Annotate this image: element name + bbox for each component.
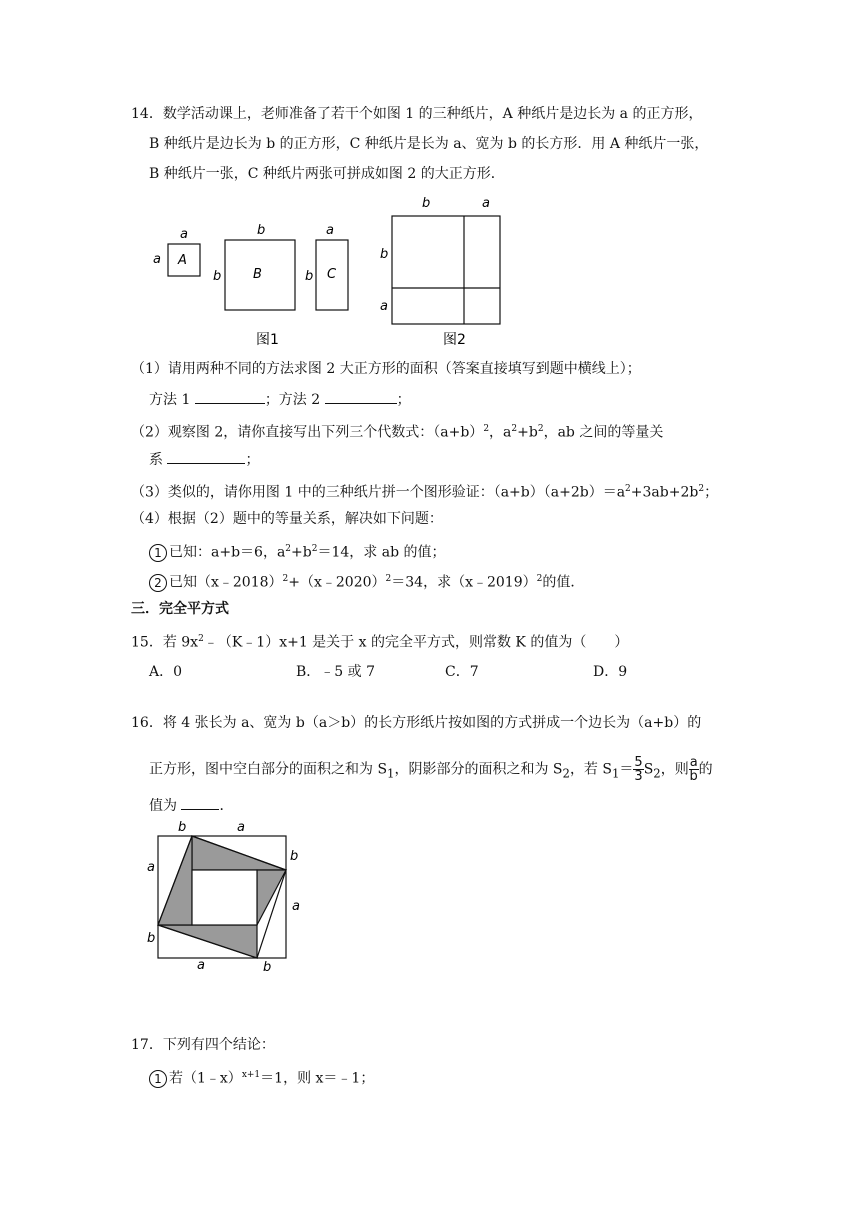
circle-1-icon: 1	[149, 1070, 167, 1088]
fig1-label-a-left: a	[153, 252, 161, 267]
q15-option-a[interactable]: A．0	[149, 664, 183, 680]
q14-part2	[131, 419, 663, 443]
fraction-a-b	[689, 756, 699, 783]
sup: 2	[536, 574, 543, 584]
q14-sub2	[149, 569, 584, 593]
frac-num: a	[689, 755, 698, 770]
fig16-label-b1: b	[178, 820, 187, 835]
q16-text2g: 的	[698, 761, 713, 778]
sup: 2	[311, 544, 318, 554]
fig2-label-b-top: b	[422, 196, 431, 211]
method1-blank[interactable]	[195, 389, 265, 404]
sub2-text-c: ＝34，求（x﹣2019）	[391, 574, 537, 591]
fig1-label-B: B	[253, 267, 262, 282]
q16-answer-blank[interactable]	[181, 795, 219, 810]
q16-text2f: ，则	[660, 761, 689, 778]
frac-num: 5	[634, 755, 643, 770]
q14-figures	[140, 190, 520, 355]
sub: 2	[562, 766, 570, 781]
q17-number: 17．	[131, 1037, 163, 1053]
fig1-label-b-left: b	[213, 269, 222, 284]
sub1-text-c: ＝14，求 ab 的值；	[317, 544, 446, 561]
q17-text1: 下列有四个结论：	[162, 1037, 275, 1053]
q16-text2a: 正方形，图中空白部分的面积之和为 S	[149, 761, 388, 778]
inner-blank-square	[192, 870, 257, 925]
q14-sub1	[149, 539, 446, 563]
q16-number: 16．	[131, 715, 163, 731]
fig2-big-square	[392, 216, 500, 324]
q17-line1	[131, 1035, 275, 1055]
q15-text-a: 若 9x	[162, 634, 199, 651]
sup: 2	[698, 484, 705, 494]
fig1-label-a-top: a	[180, 227, 188, 242]
sub2-text-b: +（x﹣2020）	[288, 574, 386, 591]
sub: 2	[653, 766, 661, 781]
part2-text-a: （2）观察图 2，请你直接写出下列三个代数式：（a+b）	[131, 424, 484, 441]
section-title: 三．完全平方式	[131, 601, 229, 617]
q16-text2c: ，若 S	[569, 761, 612, 778]
q16-line2	[149, 756, 713, 786]
sub1-text-a: 已知：a+b＝6，a	[169, 544, 286, 561]
q15-line	[131, 629, 628, 653]
fig2-caption: 图2	[443, 332, 466, 348]
fig1-label-A: A	[178, 253, 187, 268]
fraction-5-3	[633, 756, 643, 783]
fig16-label-a2: a	[292, 899, 300, 914]
sup: 2	[625, 484, 631, 494]
fig1-label-b-top: b	[257, 223, 266, 238]
relation-blank[interactable]	[167, 449, 245, 464]
fig1-label-a-c-top: a	[326, 223, 334, 238]
fig2-label-a-top: a	[482, 196, 490, 211]
q14-number: 14．	[131, 106, 163, 122]
fig1-caption: 图1	[256, 332, 279, 348]
sub1-text-b: +b	[291, 544, 312, 561]
part2-text-c: +b	[517, 424, 538, 441]
sup: 2	[385, 574, 392, 584]
q16-line3	[149, 795, 233, 816]
q14-part4: （4）根据（2）题中的等量关系，解决如下问题：	[131, 511, 443, 527]
q16-text2b: ，阴影部分的面积之和为 S	[394, 761, 563, 778]
fig16-label-b2: b	[290, 849, 299, 864]
part3-text-a: （3）类似的，请你用图 1 中的三种纸片拼一个图形验证：（a+b）（a+2b）＝a	[131, 484, 626, 501]
q17-item1-a: 若（1﹣x）	[169, 1070, 242, 1087]
q14-line1	[131, 104, 702, 124]
frac-den: b	[689, 769, 698, 784]
circle-2-icon: 2	[149, 574, 167, 592]
part2-text-e: 系	[149, 452, 163, 468]
sup: 2	[483, 424, 490, 434]
fig16-label-a1: a	[237, 820, 245, 835]
q14-text1: 数学活动课上，老师准备了若干个如图 1 的三种纸片，A 种纸片是边长为 a 的正方形，	[162, 106, 703, 122]
circle-1-icon: 1	[149, 544, 167, 562]
fig1-label-b-c-left: b	[305, 269, 314, 284]
q16-text2d: ＝	[619, 761, 634, 778]
fig16-label-b4: b	[263, 960, 272, 975]
q16-figure	[140, 815, 310, 975]
sub2-text-d: 的值．	[542, 574, 585, 591]
q15-text-b: ﹣（K﹣1）x+1 是关于 x 的完全平方式，则常数 K 的值为（ ）	[203, 634, 629, 651]
fig16-label-b3: b	[147, 931, 156, 946]
q16-text3: 值为	[149, 798, 177, 814]
sup: 2	[511, 424, 518, 434]
part2-text-b: ，a	[489, 424, 512, 441]
q15-option-b[interactable]: B．﹣5 或 7	[296, 664, 376, 680]
method1-label: 方法 1	[149, 392, 191, 408]
fig1-label-C: C	[327, 267, 337, 282]
q15-option-c[interactable]: C．7	[445, 664, 479, 680]
sup: 2	[282, 574, 289, 584]
part3-text-c: ；	[704, 484, 719, 501]
fig16-label-a3: a	[147, 860, 155, 875]
fig2-label-b-left: b	[380, 247, 389, 262]
sup: 2	[198, 634, 204, 644]
q16-text2e: S	[643, 761, 654, 778]
q16-text1: 将 4 张长为 a、宽为 b（a＞b）的长方形纸片按如图的方式拼成一个边长为（a+b）的	[162, 715, 702, 731]
q15-number: 15．	[131, 634, 163, 651]
sup: 2	[285, 544, 292, 554]
sub2-text-a: 已知（x﹣2018）	[169, 574, 283, 591]
part3-text-b: +3ab+2b	[630, 484, 699, 501]
q14-methods	[149, 389, 411, 410]
q17-item1	[149, 1065, 374, 1089]
part2-text-d: ，ab 之间的等量关	[543, 424, 664, 441]
q14-part2-cont	[149, 449, 259, 470]
sub: 1	[387, 766, 395, 781]
q17-item1-b: ＝1，则 x＝﹣1；	[260, 1070, 375, 1087]
part2-semicolon: ；	[245, 452, 260, 468]
q14-line2: B 种纸片是边长为 b 的正方形，C 种纸片是长为 a、宽为 b 的长方形．用 A 种纸片一张，	[149, 136, 709, 152]
sup: x+1	[241, 1070, 261, 1080]
q16-text3-end: ．	[219, 798, 234, 814]
method2-label: ；方法 2	[264, 392, 321, 408]
sup: 2	[537, 424, 544, 434]
sub: 1	[611, 766, 620, 781]
q15-option-d[interactable]: D．9	[593, 664, 628, 680]
q14-part1: （1）请用两种不同的方法求图 2 大正方形的面积（答案直接填写到题中横线上）；	[131, 361, 641, 377]
fig16-label-a4: a	[197, 958, 205, 973]
fig2-label-a-left: a	[380, 299, 388, 314]
method-semicolon: ；	[396, 392, 411, 408]
q16-line1	[131, 713, 701, 733]
shaded-right	[257, 870, 286, 925]
q14-line3: B 种纸片一张，C 种纸片两张可拼成如图 2 的大正方形．	[149, 166, 505, 182]
q14-part3	[131, 479, 718, 503]
frac-den: 3	[634, 769, 643, 784]
method2-blank[interactable]	[325, 389, 397, 404]
